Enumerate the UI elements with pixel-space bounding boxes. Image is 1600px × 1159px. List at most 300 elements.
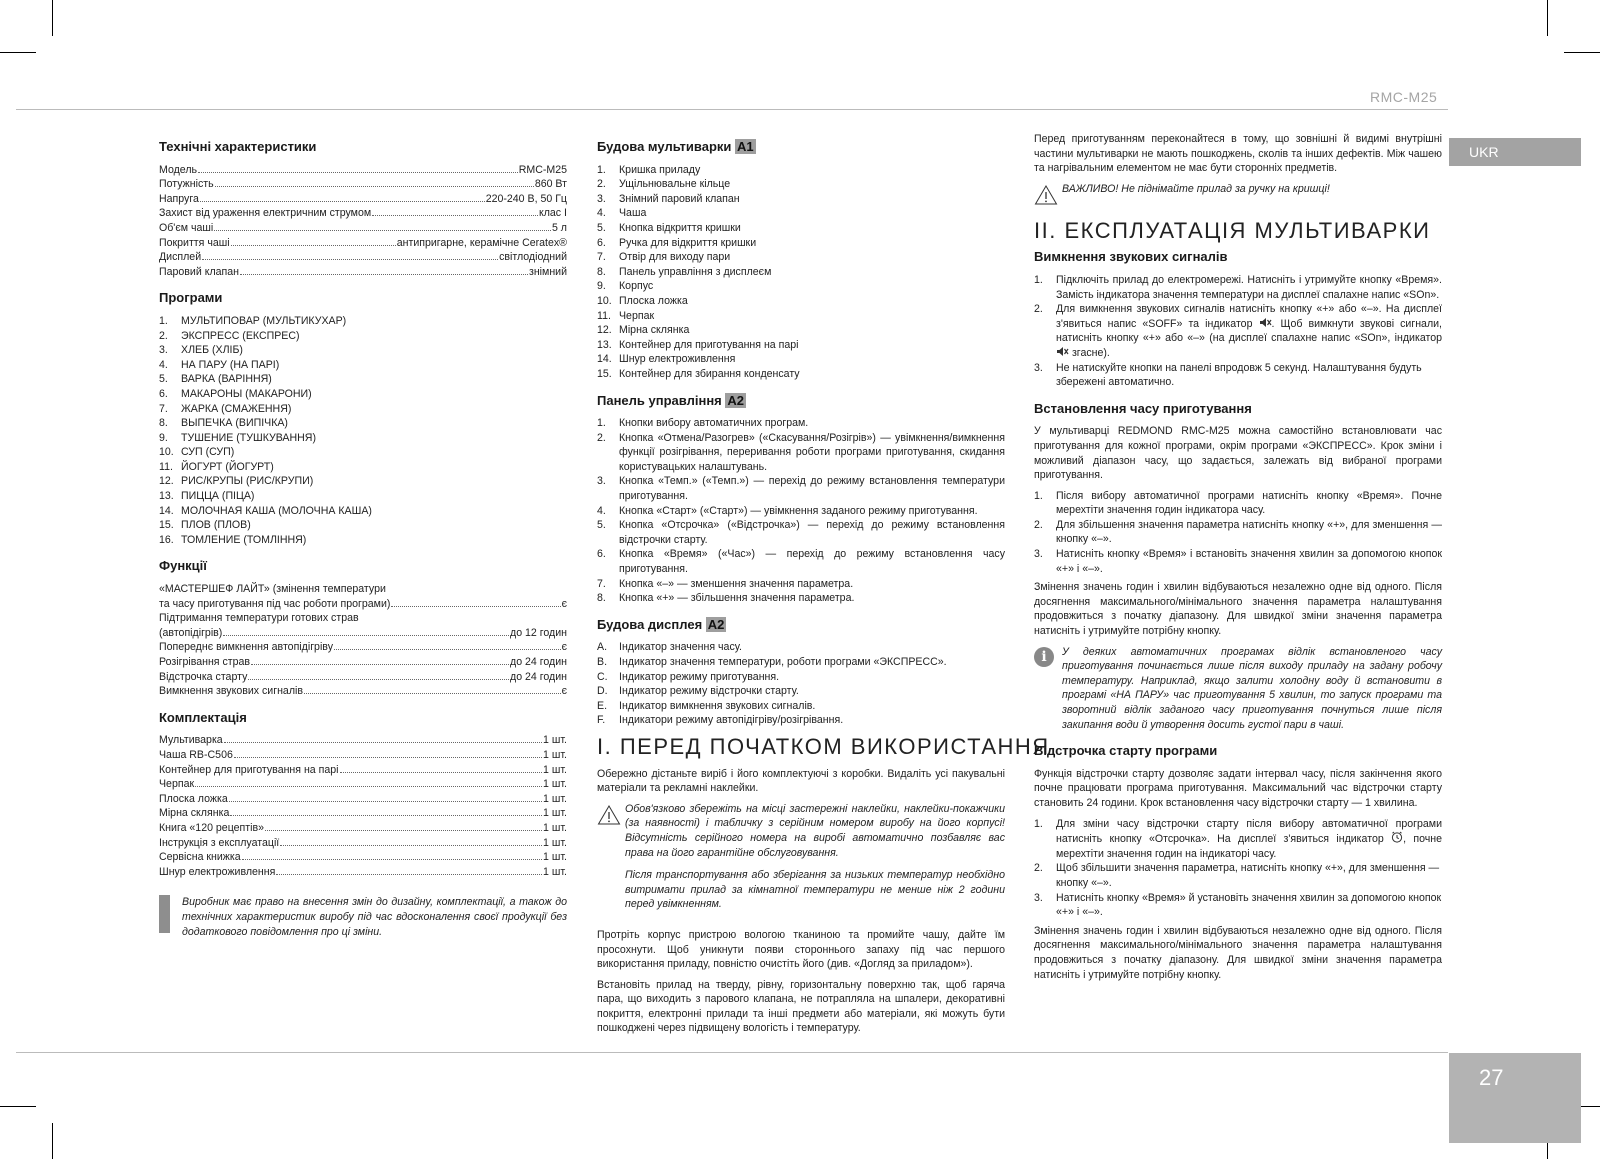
functions-list (159, 582, 567, 699)
spec-row (159, 163, 567, 178)
item-text: Для збільшення значення параметра натисніть кнопку «+», для зменшення — кнопку «–». (1056, 518, 1442, 546)
function-row-label: Вимкнення звукових сигналів (159, 685, 303, 698)
step-text: Натисніть кнопку «Время» й установіть значення хвилин за допомогою кнопок «+» і «–». (1056, 891, 1442, 919)
structure-list (597, 163, 1005, 382)
section-1-title: I. ПЕРЕД ПОЧАТКОМ ВИКОРИСТАННЯ (597, 733, 1050, 759)
leader-dots (276, 874, 542, 875)
figure-badge: A2 (727, 392, 745, 408)
functions-rest (159, 640, 567, 698)
manufacturer-note (159, 895, 567, 939)
structure-item (597, 265, 1005, 280)
spec-row-label: Об'єм чаші (159, 221, 214, 234)
display-heading (597, 618, 1005, 633)
leader-dots (234, 757, 542, 758)
important-text: ВАЖЛИВО! Не піднімайте прилад за ручку на кришці! (1062, 182, 1330, 195)
item-number: 1. (159, 314, 168, 327)
paragraph: Змінення значень годин і хвилин відбуваються незалежно одне від одного. Після досягнення максимального/мінімального значення параметра налаштування продовжиться з початку діапазону. Для швидкої зміни значення параметра натисніть і утримуйте потрібну кнопку. (1034, 581, 1442, 638)
leader-dots (265, 830, 542, 831)
item-text: Індикатори режиму автопідігріву/розігрівання. (619, 714, 844, 727)
function-value: є (561, 597, 567, 610)
program-item (159, 314, 567, 329)
spec-row (159, 236, 567, 251)
item-text: Плоска ложка (619, 294, 688, 307)
page-number: 27 (1449, 1053, 1581, 1143)
kit-row-value: 1 шт. (543, 821, 567, 834)
kit-row-value: 1 шт. (543, 763, 567, 776)
item-number: 13. (159, 490, 174, 503)
column-middle (597, 130, 1050, 1042)
kit-row-value: 1 шт. (543, 865, 567, 878)
warning-icon (597, 802, 625, 920)
leader-dots (242, 859, 542, 860)
language-tab: UKR (1449, 138, 1581, 166)
structure-heading (597, 140, 1005, 155)
kit-row (159, 821, 567, 836)
program-item (159, 431, 567, 446)
item-number: 4. (597, 504, 606, 517)
leader-dots (224, 742, 542, 743)
spec-row-value: 220-240 В, 50 Гц (485, 192, 567, 205)
crop-mark (0, 1106, 36, 1107)
warning-icon (1034, 182, 1062, 206)
item-text: ТОМЛЕНИЕ (ТОМЛІННЯ) (181, 533, 307, 546)
item-text: Чаша (619, 207, 647, 220)
item-text: ТУШЕНИЕ (ТУШКУВАННЯ) (181, 431, 316, 444)
kit-row-value: 1 шт. (543, 792, 567, 805)
item-number: 11. (597, 309, 611, 322)
warning-paragraph: Обов'язково збережіть на місці застережні наклейки, наклейки-покажчики (за наявності) і табличку з серійним номером виробу на його корпусі! Відсутність серійного номера на виробі автоматично позбавляє вас права на його гарантійне обслуговування. (625, 802, 1005, 859)
leader-dots (230, 815, 542, 816)
item-text: Знімний паровий клапан (619, 192, 740, 205)
step-text: Не натискуйте кнопки на панелі впродовж 5 секунд. Налаштування будуть збережені автоматично. (1056, 361, 1422, 389)
spec-row (159, 221, 567, 236)
mute-icon (1056, 347, 1069, 359)
item-number: 6. (597, 548, 606, 561)
item-number: 1. (597, 163, 606, 176)
item-number: 12. (597, 324, 612, 337)
kit-row-label: Інструкція з експлуатації (159, 836, 280, 849)
paragraph: Встановіть прилад на тверду, рівну, горизонтальну поверхню так, щоб гаряча пара, що виходить з парового клапана, не потрапляла на шпалери, декоративні покриття, електронні прилади та інші предмети або матеріали, які можуть бути пошкоджені через підвищену вологість і температуру. (597, 978, 1005, 1035)
function-keep-label: Підтримання температури готових страв (159, 612, 359, 625)
item-text: Індикатор вимкнення звукових сигналів. (619, 699, 816, 712)
panel-item (597, 474, 1005, 503)
item-letter: D. (597, 685, 608, 698)
item-text: Натисніть кнопку «Время» і встановіть значення хвилин за допомогою кнопок «+» і «–». (1056, 548, 1442, 575)
leader-dots (200, 201, 485, 202)
kit-row-label: Мірна склянка (159, 807, 230, 820)
spec-row-label: Потужність (159, 178, 214, 191)
program-item (159, 445, 567, 460)
specs-heading: Технічні характеристики (159, 139, 317, 154)
warning-paragraph: Після транспортування або зберігання за низьких температур необхідно витримати прилад за кімнатної температури не менше ніж 2 години перед увімкненням. (625, 869, 1005, 911)
step-text: Щоб збільшити значення параметра, натисніть кнопку «+», для зменшення — кнопку «–». (1056, 862, 1440, 889)
spec-row-label: Захист від ураження електричним струмом (159, 207, 372, 220)
function-row-value: до 24 годин (510, 670, 567, 683)
display-item (597, 670, 1005, 685)
item-number: 7. (597, 251, 606, 264)
panel-item (597, 431, 1005, 475)
item-letter: F. (597, 714, 606, 727)
item-number: 2. (597, 178, 606, 191)
leader-dots (214, 230, 551, 231)
function-row (159, 640, 567, 655)
leader-dots (280, 845, 542, 846)
clock-icon (1391, 833, 1403, 845)
item-text: Контейнер для приготування на парі (619, 338, 799, 351)
spec-row-value: знімний (528, 265, 567, 278)
structure-item (597, 206, 1005, 221)
item-text: ПИЦЦА (ПІЦА) (181, 490, 255, 503)
item-text: ХЛЕБ (ХЛІБ) (181, 344, 243, 357)
display-item (597, 655, 1005, 670)
paragraph: Функція відстрочки старту дозволяє задати інтервал часу, після закінчення якого почне працювати програма приготування. Максимальний час відстрочки старту становить 24 години. Крок встановлення часу відстрочки старту — 1 хвилина. (1034, 767, 1442, 809)
item-text: Черпак (619, 309, 655, 322)
time-step (1034, 547, 1442, 576)
kit-row-label: Сервісна книжка (159, 851, 241, 864)
program-item (159, 372, 567, 387)
function-row (159, 597, 567, 612)
function-row (159, 684, 567, 699)
item-number: 3. (1034, 548, 1043, 561)
item-number: 3. (597, 192, 606, 205)
kit-row-label: Книга «120 рецептів» (159, 821, 265, 834)
item-number: 3. (597, 475, 606, 488)
display-item (597, 713, 1005, 728)
warning-notice (597, 802, 1005, 920)
item-text: МАКАРОНЫ (МАКАРОНИ) (181, 387, 312, 400)
crop-mark (52, 0, 53, 36)
item-number: 7. (597, 577, 606, 590)
function-label: та часу приготування під час роботи програми) (159, 597, 391, 610)
item-number: 4. (159, 358, 168, 371)
item-text: ЖАРКА (СМАЖЕННЯ) (181, 402, 292, 415)
program-item (159, 533, 567, 548)
kit-row-value: 1 шт. (543, 851, 567, 864)
program-item (159, 358, 567, 373)
list-item: 1. Для зміни часу відстрочки старту після вибору автоматичної програми натисніть кнопку «Отсрочка». На дисплеї з'явиться індикатор , почне мерехтіти значення годин на індикаторі часу. (1034, 817, 1443, 860)
panel-item (597, 518, 1005, 547)
item-text: Ручка для відкриття кришки (619, 236, 757, 249)
info-icon: i (1034, 645, 1062, 733)
crop-mark (52, 1123, 53, 1159)
program-item (159, 416, 567, 431)
column-right (1034, 132, 1442, 988)
programs-list (159, 314, 567, 548)
spec-row-value: 5 л (551, 221, 567, 234)
structure-item (597, 367, 1005, 382)
list-item: 3. Не натискуйте кнопки на панелі впродовж 5 секунд. Налаштування будуть збережені автоматично. (1034, 361, 1442, 390)
kit-row-label: Шнур електроживлення (159, 865, 276, 878)
item-text: Контейнер для збирання конденсату (619, 367, 800, 380)
structure-item (597, 236, 1005, 251)
item-number: 14. (159, 504, 174, 517)
panel-item (597, 591, 1005, 606)
item-number: 6. (597, 236, 606, 249)
item-text: Індикатор режиму відстрочки старту. (619, 685, 799, 698)
spec-row-label: Напруга (159, 192, 199, 205)
item-text: ПЛОВ (ПЛОВ) (181, 519, 251, 532)
structure-item (597, 163, 1005, 178)
item-letter: C. (597, 670, 608, 683)
item-text: Кришка приладу (619, 163, 701, 176)
structure-item (597, 279, 1005, 294)
crop-mark (0, 52, 36, 53)
item-number: 5. (159, 373, 168, 386)
spec-row-value: світлодіодний (499, 251, 567, 264)
spec-row-label: Паровий клапан (159, 265, 240, 278)
kit-row (159, 748, 567, 763)
kit-row (159, 733, 567, 748)
item-text: Індикатор значення температури, роботи програми «ЭКСПРЕСС». (619, 656, 947, 668)
panel-item (597, 504, 1005, 519)
paragraph: Змінення значень годин і хвилин відбуваються незалежно одне від одного. Після досягнення максимального/мінімального значення параметра налаштування продовжиться з початку діапазону. Для швидкої зміни значення параметра натисніть і утримуйте потрібну кнопку. (1034, 924, 1442, 981)
item-text: Кнопка «Отсрочка» («Відстрочка») — перехід до режиму встановлення відстрочки старту. (619, 519, 1005, 546)
item-number: 9. (597, 280, 606, 293)
structure-item (597, 192, 1005, 207)
item-number: 16. (159, 533, 174, 546)
item-number: 12. (159, 475, 174, 488)
display-item (597, 699, 1005, 714)
item-letter: E. (597, 699, 608, 712)
item-number: 6. (159, 387, 168, 400)
kit-row-value: 1 шт. (543, 748, 567, 761)
program-item (159, 518, 567, 533)
item-text: Кнопка «Темп.» («Темп.») — перехід до режиму встановлення температури приготування. (619, 475, 1005, 503)
info-text: У деяких автоматичних програмах відлік встановленого часу приготування починається лише після виходу приладу на задану робочу температуру. Наприклад, якщо залити холодну воду й встановити в програмі «НА ПАРУ» час приготування 5 хвилин, то запуск програми та зворотний відлік заданого часу приготування почнуться лише після закипання води й утворення досить густої пари в чаші. (1062, 645, 1442, 731)
function-row-label: Відстрочка старту (159, 670, 248, 683)
paragraph: Обережно дістаньте виріб і його комплектуючі з коробки. Видаліть усі пакувальні матеріали та рекламні наклейки. (597, 767, 1005, 795)
kit-row-label: Контейнер для приготування на парі (159, 763, 339, 776)
function-row-label: Попереднє вимкнення автопідігріву (159, 641, 333, 654)
list-item: 2. Щоб збільшити значення параметра, натисніть кнопку «+», для зменшення — кнопку «–». (1034, 861, 1442, 890)
item-number: 8. (159, 417, 168, 430)
program-item (159, 489, 567, 504)
warning-text (625, 802, 1005, 920)
item-letter: B. (597, 656, 608, 668)
item-text: Ущільнювальне кільце (619, 178, 731, 191)
leader-dots (195, 786, 542, 787)
programs-heading: Програми (159, 290, 223, 306)
display-item (597, 684, 1005, 699)
item-text: Кнопка «+» — збільшення значення параметра. (619, 592, 855, 605)
program-item (159, 474, 567, 489)
panel-item (597, 547, 1005, 576)
function-row (159, 626, 567, 641)
spec-row-label: Покриття чаші (159, 236, 230, 249)
function-row-value: є (561, 685, 567, 698)
function-row (159, 670, 567, 685)
spec-row-value: антипригарне, керамічне Ceratex® (396, 236, 567, 249)
panel-item (597, 416, 1005, 431)
panel-heading (597, 394, 1005, 409)
kit-row-value: 1 шт. (543, 734, 567, 747)
item-text: Шнур електроживлення (619, 353, 736, 366)
item-number: 5. (597, 221, 606, 234)
header-rule (16, 109, 1448, 110)
kit-row-value: 1 шт. (543, 836, 567, 849)
time-steps (1034, 489, 1442, 577)
header-model: RMC-M25 (1370, 89, 1438, 105)
item-text: Кнопка «Старт» («Старт») — увімкнення заданого режиму приготування. (619, 504, 978, 517)
item-number: 9. (159, 431, 168, 444)
item-text: Кнопка «Отмена/Разогрев» («Скасування/Розігрів») — увімкнення/вимкнення функції розігрівання, переривання роботи програми приготування, скидання користувацьких налаштувань. (619, 431, 1005, 473)
figure-badge: A1 (737, 139, 754, 154)
spec-row-value: 860 Вт (534, 178, 567, 191)
item-number: 2. (159, 329, 168, 342)
kit-row-value: 1 шт. (543, 778, 567, 791)
item-text: Корпус (619, 280, 654, 293)
note-text: Виробник має право на внесення змін до дизайну, комплектації, а також до технічних характеристик виробу під час вдосконалення своєї продукції без додаткового повідомлення про ці зміни. (182, 896, 567, 938)
item-text: РИС/КРУПЫ (РИС/КРУПИ) (181, 475, 314, 488)
program-item (159, 460, 567, 475)
specs-list (159, 163, 567, 280)
leader-dots (229, 801, 542, 802)
functions-heading: Функції (159, 558, 207, 574)
panel-list (597, 416, 1005, 606)
leader-dots (215, 186, 534, 187)
item-text: Кнопка відкриття кришки (619, 221, 741, 234)
kit-row (159, 777, 567, 792)
kit-row-label: Чаша RB-C506 (159, 748, 233, 761)
item-text: СУП (СУП) (181, 446, 235, 459)
spec-row (159, 265, 567, 280)
item-number: 1. (1034, 489, 1043, 502)
item-text: Панель управління з дисплеєм (619, 265, 772, 278)
item-number: 10. (597, 294, 612, 307)
kit-row (159, 792, 567, 807)
item-text: Отвір для виходу пари (619, 251, 731, 264)
leader-dots (391, 606, 560, 607)
panel-title: Панель управління (597, 392, 722, 408)
delay-heading: Відстрочка старту програми (1034, 743, 1218, 759)
item-letter: A. (597, 641, 608, 654)
leader-dots (198, 172, 518, 173)
leader-dots (372, 215, 538, 216)
item-text: МУЛЬТИПОВАР (МУЛЬТИКУХАР) (181, 314, 347, 327)
item-number: 1. (597, 417, 606, 430)
display-list (597, 640, 1005, 728)
item-number: 10. (159, 446, 174, 459)
leader-dots (240, 274, 528, 275)
item-number: 15. (597, 367, 612, 380)
leader-dots (334, 649, 561, 650)
spec-row (159, 192, 567, 207)
section-2-title: II. ЕКСПЛУАТАЦІЯ МУЛЬТИВАРКИ (1034, 217, 1431, 243)
item-number: 14. (597, 353, 612, 366)
intro-paragraph: Перед приготуванням переконайтеся в тому, що зовнішні й видимі внутрішні частини мультиварки не мають пошкоджень, сколів та інших дефектів. Між чашею та нагрівальним елементом не має бути сторонніх предметів. (1034, 133, 1442, 175)
kit-row (159, 850, 567, 865)
item-number: 2. (1034, 518, 1043, 531)
info-notice (1034, 645, 1442, 733)
spec-row-value: RMC-M25 (518, 163, 567, 176)
item-number: 5. (597, 519, 606, 532)
leader-dots (231, 245, 396, 246)
function-row-value: є (561, 641, 567, 654)
program-item (159, 402, 567, 417)
kit-row-label: Плоска ложка (159, 792, 228, 805)
step-part: Для вимкнення звукових сигналів натисніть кнопку «+» або «–». На дисплеї з'явиться напис «SOFF» та індикатор (1056, 303, 1442, 330)
sound-steps (1034, 273, 1442, 390)
item-text: Після вибору автоматичної програми натисніть кнопку «Время». Почне мерехтіти значення годин індикатора часу. (1056, 489, 1442, 517)
function-row-label: Розігрівання страв (159, 656, 251, 668)
kit-row-label: Мультиварка (159, 734, 223, 747)
spec-row-value: клас I (538, 207, 567, 220)
function-value: до 12 годин (510, 626, 567, 639)
program-item (159, 504, 567, 519)
step-text (1056, 817, 1442, 862)
important-notice (1034, 182, 1442, 206)
function-label: (автопідігрів) (159, 626, 223, 639)
item-text: Кнопка «–» — зменшення значення параметра. (619, 577, 854, 590)
function-row-value: до 24 годин (510, 656, 567, 668)
footer-rule (16, 1052, 1448, 1053)
item-text: Індикатор режиму приготування. (619, 670, 780, 683)
leader-dots (202, 259, 498, 260)
paragraph: У мультиварці REDMOND RMC-M25 можна самостійно встановлювати час приготування для кожної програми, окрім програми «ЭКСПРЕСС». Крок зміни і можливий діапазон часу, що задається, залежать від вибраної програми приготування. (1034, 425, 1442, 482)
list-item: 3. Натисніть кнопку «Время» й установіть значення хвилин за допомогою кнопок «+» і «–». (1034, 891, 1442, 919)
leader-dots (304, 693, 561, 694)
panel-item (597, 577, 1005, 592)
step-part: Для зміни часу відстрочки старту після вибору автоматичної програми натисніть кнопку «Отсрочка». На дисплеї з'явиться індикатор (1056, 817, 1442, 846)
kit-row-value: 1 шт. (543, 807, 567, 820)
structure-item (597, 250, 1005, 265)
kit-row (159, 836, 567, 851)
item-number: 7. (159, 402, 168, 415)
item-text: МОЛОЧНАЯ КАША (МОЛОЧНА КАША) (181, 504, 372, 517)
spec-row-label: Дисплей (159, 251, 202, 264)
time-step (1034, 489, 1442, 518)
structure-item (597, 338, 1005, 353)
step-text (1056, 302, 1442, 360)
structure-item (597, 294, 1005, 309)
kit-row (159, 763, 567, 778)
list-item: 1. Підключіть прилад до електромережі. Натисніть і утримуйте кнопку «Время». Замість індикатора значення температури на дисплеї спалахне напис «SOn». (1034, 273, 1442, 301)
kit-row-label: Черпак (159, 778, 195, 791)
item-text: ЭКСПРЕСС (ЕКСПРЕС) (181, 329, 300, 342)
spec-row (159, 206, 567, 221)
item-text: Кнопки вибору автоматичних програм. (619, 417, 809, 430)
item-text: Кнопка «Время» («Час») — перехід до режиму встановлення часу приготування. (619, 548, 1005, 576)
note-bar (159, 895, 170, 933)
structure-item (597, 352, 1005, 367)
program-item (159, 329, 567, 344)
kit-heading: Комплектація (159, 709, 247, 725)
structure-title: Будова мультиварки (597, 139, 732, 154)
item-text: ЙОГУРТ (ЙОГУРТ) (181, 460, 274, 473)
item-text: НА ПАРУ (НА ПАРІ) (181, 358, 280, 371)
item-text: ВАРКА (ВАРІННЯ) (181, 373, 272, 386)
structure-item (597, 221, 1005, 236)
item-text: ВЫПЕЧКА (ВИПІЧКА) (181, 417, 288, 430)
item-number: 3. (159, 344, 168, 357)
kit-row (159, 865, 567, 880)
mute-icon (1259, 318, 1272, 330)
crop-mark (1547, 0, 1548, 36)
figure-badge: A2 (707, 616, 725, 632)
kit-list (159, 733, 567, 879)
item-number: 8. (597, 265, 606, 278)
spec-row (159, 250, 567, 265)
paragraph: Протріть корпус пристрою вологою тканиною та промийте чашу, дайте їм просохнути. Щоб уникнути появи стороннього запаху під час першого використання приладу, повністю очистіть його (див. «Догляд за приладом»). (597, 928, 1005, 971)
program-item (159, 387, 567, 402)
leader-dots (251, 664, 509, 665)
crop-mark (1564, 52, 1600, 53)
leader-dots (223, 635, 509, 636)
column-left (159, 130, 567, 947)
item-number: 11. (159, 460, 173, 473)
time-step (1034, 518, 1442, 547)
item-number: 8. (597, 592, 606, 605)
